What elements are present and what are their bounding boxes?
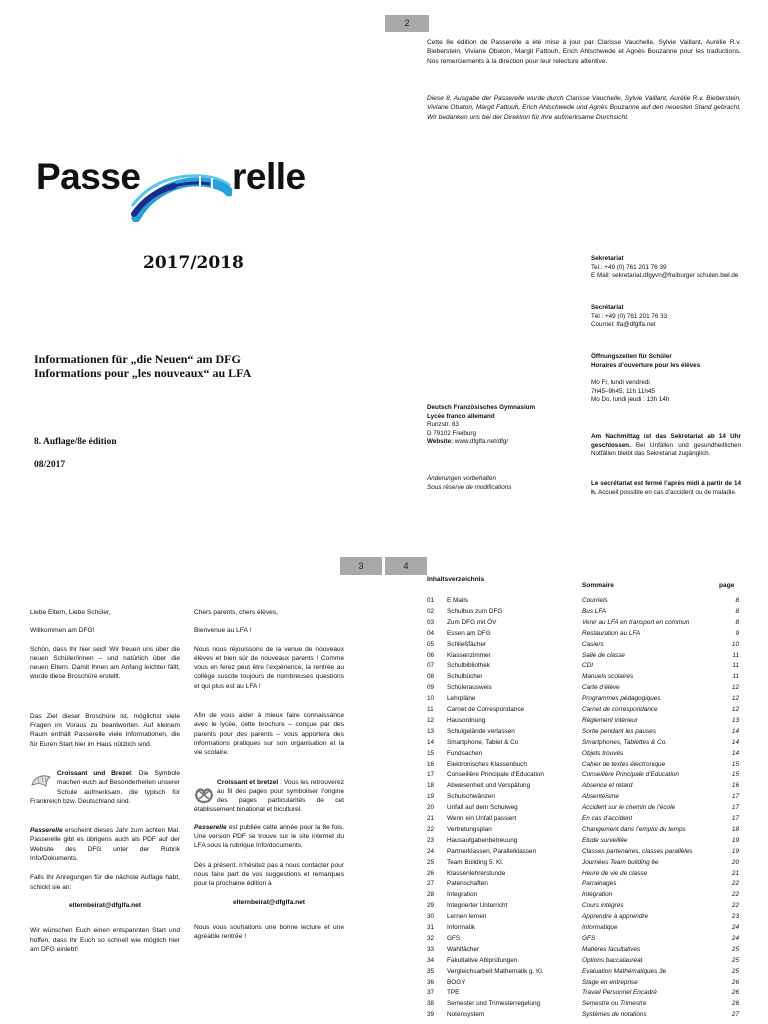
toc-title-fr-entry: Cours intégrés [582, 902, 624, 910]
passerelle-logo [36, 150, 326, 230]
toc-title-de-entry: Lehrpläne [447, 695, 476, 703]
toc-title-fr-entry: Carnet de correspondance [582, 706, 658, 713]
welcome-de-p4-bold: Passerelle [30, 827, 63, 835]
afternoon-fr-rest: Accueil possible en cas d’accident ou de maladie. [596, 488, 737, 496]
toc-page-number: 17 [731, 804, 739, 812]
toc-page-number: 19 [731, 847, 739, 855]
afternoon-fr-text [591, 480, 741, 497]
toc-row[interactable] [427, 858, 747, 868]
toc-number: 26 [427, 869, 435, 877]
toc-number: 06 [427, 651, 435, 659]
toc-page-number: 22 [731, 880, 739, 888]
welcome-fr-symbols [194, 778, 344, 815]
toc-row[interactable] [427, 912, 747, 922]
toc-title-de-entry: Partnerklassen, Parallelklassen [447, 847, 537, 855]
toc-title-de-entry: Schulbus zum DFG [447, 607, 503, 615]
welcome-de-column [30, 608, 180, 954]
secretariat-de-email: E Mail: sekretariat.dfgyvn@freiburger schulen.bwl.de [591, 272, 739, 280]
toc-title-de-entry: Schulbibliothek [447, 662, 490, 670]
welcome-de-p3-bold: Croissant und Brezel [57, 769, 131, 777]
toc-title-fr-entry: Cahier de textes électronique [582, 760, 666, 768]
toc-title-de-entry: Informatik [447, 924, 476, 931]
toc-title-fr-entry: En cas d’accident [582, 815, 633, 822]
toc-title-fr-entry: Courriels [582, 597, 608, 604]
school-name-de: Deutsch Französisches Gymnasium [427, 404, 536, 411]
toc-page-number: 12 [731, 706, 739, 713]
toc-row[interactable] [427, 770, 747, 780]
toc-number: 16 [427, 760, 435, 768]
toc-title-de: Inhaltsverzeichnis [427, 576, 485, 583]
page-number-2: 2 [385, 15, 429, 32]
toc-title-fr-entry: Absentéisme [582, 793, 619, 801]
toc-page-number: 11 [732, 673, 739, 681]
welcome-fr-column [194, 608, 344, 941]
toc-title-fr-entry: Restauration au LFA [582, 629, 641, 637]
toc-title-fr-entry: Informatique [582, 924, 618, 931]
toc-page-number: 8 [735, 607, 739, 615]
toc-page-number: 25 [731, 967, 739, 975]
toc-number: 07 [427, 662, 435, 670]
info-title-fr: Informations pour „les nouveaux“ au LFA [34, 366, 252, 380]
toc-row[interactable] [427, 934, 747, 944]
toc-row[interactable] [427, 749, 747, 759]
toc-number: 11 [427, 706, 434, 713]
toc-title-fr-entry: Parrainages [582, 880, 617, 888]
toc-page-number: 22 [731, 891, 739, 899]
secretariat-de-title: Sekretariat [591, 255, 624, 262]
welcome-de-p5: Falls Ihr Anregungen für die nächste Auflage habt, schickt sie an: [30, 874, 180, 891]
afternoon-de-bold: Am Nachmittag ist das Sekretariat ab 14 Uhr geschlossen. [591, 433, 741, 449]
toc-title-fr-entry: Changement dans l’emploi du temps [582, 825, 686, 833]
credits-de-text: Diese 8. Ausgabe der Passerelle wurde durch Clarisse Vauchelle, Sylvie Vaillant, Aurélie R.v. Bieberstein, Viviane Obaton, Margit Fattouh, Erich Ahlschwede und Agnès Bouzanne auf den neuesten Stand gebracht. Wir bedanken uns bei der Direktion für ihre aufmerksame Durchsicht. [427, 95, 741, 121]
toc-number: 05 [427, 640, 435, 648]
toc-title-fr-entry: Semestre ou Trimestre [582, 1000, 647, 1008]
toc-row[interactable] [427, 727, 747, 737]
toc-row[interactable] [427, 738, 747, 748]
toc-row[interactable] [427, 760, 747, 770]
toc-page-number: 21 [731, 869, 739, 877]
toc-number: 34 [427, 956, 435, 964]
toc-title-de-entry: Elektronisches Klassenbuch [447, 760, 527, 768]
toc-page-number: 25 [731, 956, 739, 964]
secretariat-de-tel: Tel.: +49 (0) 761 201 76 39 [591, 263, 667, 271]
toc-title-de-entry: Zum DFG mit ÖV [447, 618, 497, 626]
toc-title-de-entry: BOGY [447, 978, 466, 986]
credits-fr-text: Cette 8e édition de Passerelle a été mise à jour par Clarisse Vauchelle, Sylvie Vaillant, Aurélie R.v. Bieberstein, Viviane Obaton, Margit Fattouh, Erich Ahlschwede et Agnès Bouzanne pour les traductions. Nos remerciements à la direction pour leur relecture attentive. [427, 39, 741, 65]
welcome-de-p3-text: : Die Symbole machen euch auf Besonderheiten unserer Schule aufmerksam, die typisch für Frankreich bzw. Deutschland sind. [30, 769, 180, 805]
toc-page-number: 19 [731, 836, 739, 844]
toc-title-fr-entry: Bus LFA [582, 607, 607, 615]
toc-number: 35 [427, 967, 435, 975]
toc-number: 14 [427, 738, 435, 746]
website-link[interactable]: www.dfglfa.net/dfg/ [454, 438, 509, 446]
publication-date: 08/2017 [34, 460, 66, 470]
toc-title-fr-entry: Heure de vie de classe [582, 869, 648, 877]
toc-title-de-entry: Semester und Trimesterregelung [447, 1000, 541, 1008]
welcome-de-welcome: Willkommen am DFG! [30, 627, 95, 635]
pretzel-icon [194, 786, 214, 804]
toc-title-de-entry: GFS [447, 934, 461, 942]
afternoon-fr [591, 480, 741, 497]
toc-page-number: 14 [731, 749, 739, 757]
welcome-de-email[interactable]: elternbeirat@dfglfa.net [68, 901, 141, 909]
toc-title-de-entry: Wahlfächer [447, 945, 480, 953]
welcome-fr-p3 [194, 778, 344, 815]
toc-number: 13 [427, 727, 435, 735]
toc-page-number: 17 [731, 793, 739, 801]
toc-title-de-entry: Schulschwänzen [447, 793, 495, 801]
welcome-fr-p5: Dès à présent, n’hésitez pas à nous contacter pour nous faire part de vos suggestions et remarques pour la prochaine édition à [194, 861, 344, 888]
secretariat-fr [591, 304, 741, 330]
toc-number: 09 [427, 684, 435, 692]
toc-title-de-entry: Schließfächer [447, 640, 487, 648]
toc-number: 24 [427, 847, 435, 855]
toc-row[interactable] [427, 640, 747, 650]
toc-title-fr-entry: Venir au LFA en transport en commun [582, 618, 690, 626]
secretariat-fr-tel: Tél : +49 (0) 761 201 76 33 [591, 312, 668, 320]
secretariat-fr-email: Courriel: lfa@dfglfa.net [591, 321, 656, 329]
edition: 8. Auflage/8e édition [34, 437, 117, 447]
toc-number: 04 [427, 629, 435, 637]
toc-number: 39 [427, 1011, 435, 1019]
toc-page-number: 17 [731, 815, 739, 822]
credits-fr [427, 38, 741, 66]
toc-title-fr-entry: Carte d’élève [582, 684, 620, 692]
toc-row[interactable] [427, 869, 747, 879]
table-of-contents [427, 576, 747, 1024]
toc-row[interactable] [427, 901, 747, 911]
toc-page-number: 18 [731, 825, 739, 833]
toc-number: 32 [427, 934, 435, 942]
toc-title-de-entry: Notensystem [447, 1011, 485, 1019]
toc-title-fr-entry: Absence et retard [582, 782, 633, 790]
toc-row[interactable] [427, 683, 747, 693]
toc-title-de-entry: Lernen lernen [447, 913, 487, 921]
toc-row[interactable] [427, 651, 747, 661]
toc-number: 17 [427, 771, 435, 779]
toc-page-number: 11 [732, 662, 739, 670]
toc-page-number: 24 [731, 934, 739, 942]
toc-title-fr-entry: Intégration [582, 891, 613, 899]
toc-title-fr-entry: Manuels scolaires [582, 673, 634, 681]
toc-number: 33 [427, 945, 435, 953]
toc-number: 29 [427, 902, 435, 910]
toc-row[interactable] [427, 847, 747, 857]
toc-title-de-entry: Fundsachen [447, 749, 483, 757]
welcome-de-closing: Wir wünschen Euch einen entspannten Start und hoffen, dass Ihr Euch so schnell wie möglich hier am DFG einlebt! [30, 927, 180, 953]
toc-page-number: 20 [731, 858, 739, 866]
toc-number: 08 [427, 673, 435, 681]
welcome-fr-welcome: Bienvenue au LFA ! [194, 627, 252, 635]
toc-title-fr-entry: Apprendre à apprendre [582, 913, 649, 921]
toc-page-number: 24 [731, 924, 739, 931]
welcome-de-p4-text: erscheint dieses Jahr zum achten Mal. Passerelle gibt es übrigens auch als PDF auf der Website des DFG unter der Rubrik Info/Dokuments. [30, 827, 180, 863]
hours-line3: Mo Do, lundi jeudi : 13h 14h [591, 396, 670, 404]
school-website-line [427, 438, 587, 447]
toc-title-fr-entry: Systèmes de notations [582, 1011, 647, 1019]
toc-row[interactable] [427, 988, 747, 998]
welcome-fr-p2: Afin de vous aider à mieux faire connaissance avec le lycée, cette brochure – conçue par des parents pour des parents – vous apportera des informations pratiques sur son organisation et la vie scolaire. [194, 712, 344, 757]
toc-row[interactable] [427, 694, 747, 704]
toc-row[interactable] [427, 1010, 747, 1020]
logo-word-right: relle [232, 156, 306, 197]
welcome-fr-p3-text: : Vous les retrouverez au fil des pages pour symboliser l’origine des pages particularités de cet établissement binational et biculturel. [194, 778, 344, 814]
welcome-fr-p1: Nous nous réjouissons de la venue de nouveaux élèves et bien sûr de nouveaux parents ! Comme vous en ferez peut être l’expérience, la rentrée au collège suscite toujours de nombreuses questions et qui plus est au LFA ! [194, 645, 344, 690]
toc-number: 19 [427, 793, 435, 801]
toc-row[interactable] [427, 967, 747, 977]
toc-title-fr-entry: Casiers [582, 640, 604, 648]
toc-title-de-entry: Hausordnung [447, 716, 486, 724]
school-street: Runzstr. 83 [427, 421, 459, 429]
croissant-icon [30, 773, 54, 789]
toc-title-de-entry: Conseillère Principale d’Education [447, 771, 544, 779]
toc-page-number: 16 [731, 782, 739, 790]
toc-page-number: 12 [731, 684, 739, 692]
welcome-de-symbols [30, 769, 180, 806]
secretariat-fr-title: Secrétariat [591, 304, 624, 311]
toc-title-de-entry: Wenn ein Unfall passiert [447, 815, 517, 822]
toc-title-de-entry: Schülerausweis [447, 684, 492, 692]
toc-title-fr-entry: Classes partenaires, classes parallèles [582, 847, 693, 855]
toc-row[interactable] [427, 999, 747, 1009]
toc-page-number: 13 [731, 716, 739, 724]
hours-line1: Mo Fr, lundi vendredi [591, 379, 650, 387]
bridge-icon [130, 160, 232, 222]
toc-row[interactable] [427, 825, 747, 835]
toc-row[interactable] [427, 792, 747, 802]
toc-number: 27 [427, 880, 435, 888]
toc-number: 12 [427, 716, 435, 724]
toc-title-fr-entry: GFS [582, 934, 596, 942]
toc-title-de-entry: Vertretungsplan [447, 825, 492, 833]
toc-page-number: 27 [731, 1011, 739, 1019]
toc-number: 20 [427, 804, 435, 812]
toc-title-de-entry: Klassenlehrerstunde [447, 869, 506, 877]
toc-title-fr-entry: Matières facultatives [582, 945, 641, 953]
toc-title-fr-entry: Journées Team building 6e [582, 858, 659, 866]
toc-number: 31 [427, 924, 435, 931]
hours-title-fr: Horaires d’ouverture pour les élèves [591, 361, 701, 369]
secretariat-de [591, 255, 741, 281]
toc-title-de-entry: Unfall auf dem Schulweg [447, 804, 518, 812]
toc-page-number: 14 [731, 738, 739, 746]
toc-number: 36 [427, 978, 435, 986]
hours-line2: 7h45–9h45, 11h 11h45 [591, 387, 655, 395]
toc-row[interactable] [427, 618, 747, 628]
toc-title-de-entry: Abwesenheit und Verspätung [447, 782, 531, 790]
toc-row[interactable] [427, 716, 747, 726]
toc-page-number: 14 [731, 727, 739, 735]
toc-page-number: 11 [732, 651, 739, 659]
toc-number: 21 [427, 815, 435, 822]
toc-page-number: 23 [731, 913, 739, 921]
toc-title-fr-entry: Salle de classe [582, 651, 625, 659]
toc-number: 10 [427, 695, 435, 703]
toc-row[interactable] [427, 956, 747, 966]
afternoon-de [591, 433, 741, 459]
welcome-fr-closing: Nous vous souhaitons une bonne lecture et une agréable rentrée ! [194, 923, 344, 941]
toc-number: 18 [427, 782, 435, 790]
toc-rows [427, 596, 747, 1022]
toc-page-number: 26 [731, 1000, 739, 1008]
toc-number: 37 [427, 989, 435, 997]
toc-row[interactable] [427, 661, 747, 671]
toc-title-fr-entry: CDI [582, 662, 594, 670]
toc-title-fr-entry: Programmes pédagogiques [582, 695, 661, 703]
toc-row[interactable] [427, 923, 747, 933]
toc-number: 23 [427, 836, 435, 844]
toc-number: 15 [427, 749, 435, 757]
toc-row[interactable] [427, 945, 747, 955]
welcome-de-p1: Schön, dass Ihr hier seid! Wir freuen uns über die neuen Schüler/innen – und natürlich über die neuen Eltern. Damit Ihnen am Anfang leichter fällt, wurde diese Broschüre erstellt. [30, 645, 180, 681]
toc-number: 38 [427, 1000, 435, 1008]
toc-title-fr-entry: Règlement intérieur [582, 716, 638, 724]
toc-row[interactable] [427, 672, 747, 682]
toc-title-fr-entry: Accident sur le chemin de l’école [582, 804, 676, 812]
toc-title-de-entry: Integration [447, 891, 478, 899]
page-number-4: 4 [385, 557, 427, 575]
school-year: 2017/2018 [143, 253, 244, 273]
toc-row[interactable] [427, 879, 747, 889]
toc-row[interactable] [427, 978, 747, 988]
welcome-de-p2: Das Ziel dieser Broschüre ist, möglichst viele Fragen im Voraus zu beantworten. Auf kleinem Raum enthält Passerelle viele Informationen, die für Euren Start hier im Haus nützlich sind. [30, 712, 180, 748]
welcome-fr-p4-text: est publiée cette année pour la 8e fois. Une version PDF se trouve sur le site internet du LFA sous la rubrique Info/documents. [194, 823, 344, 850]
toc-title-de-entry: Carnet de Correspondance [447, 706, 525, 713]
toc-title-de-entry: Fakultative Abiprüfungen [447, 956, 518, 964]
toc-row[interactable] [427, 890, 747, 900]
changes-note [427, 475, 587, 492]
toc-number: 02 [427, 607, 435, 615]
toc-title-de-entry: TPE [447, 989, 460, 997]
hours-title-de: Öffnungszeiten für Schüler [591, 353, 672, 360]
welcome-fr-greeting: Chers parents, chers élèves, [194, 609, 278, 616]
toc-page-number: 26 [731, 978, 739, 986]
toc-title-fr-entry: Options baccalauréat [582, 956, 643, 964]
toc-page-number: 15 [731, 760, 739, 768]
toc-number: 30 [427, 913, 435, 921]
toc-page-number: 12 [731, 695, 739, 703]
school-name-fr: Lycée franco allemand [427, 412, 495, 420]
toc-number: 22 [427, 825, 435, 833]
opening-hours [591, 353, 741, 405]
toc-row[interactable] [427, 705, 747, 715]
toc-page-number: 26 [731, 989, 739, 997]
toc-row[interactable] [427, 596, 747, 606]
welcome-de-p4 [30, 826, 180, 863]
toc-title-fr-entry: Evaluation Mathématiques 3e [582, 967, 667, 975]
toc-page-number: 25 [731, 945, 739, 953]
toc-title-de-entry: Klassenzimmer [447, 651, 491, 659]
toc-row[interactable] [427, 814, 747, 824]
toc-row[interactable] [427, 607, 747, 617]
welcome-fr-p4-bold: Passerelle [194, 823, 227, 831]
afternoon-fr-bold: Le secrétariat est fermé l’après midi à partir de 14 h. [591, 480, 741, 496]
info-title-de: Informationen für „die Neuen“ am DFG [34, 352, 241, 366]
changes-de: Änderungen vorbehalten [427, 475, 496, 482]
toc-number: 01 [427, 597, 435, 604]
toc-number: 25 [427, 858, 435, 866]
toc-title-de-entry: Hausaufgabenbetreuung [447, 836, 518, 844]
toc-title-de-entry: Team Building 5. Kl. [447, 858, 504, 866]
toc-page-number: 8 [735, 597, 739, 604]
toc-number: 03 [427, 618, 435, 626]
toc-row[interactable] [427, 803, 747, 813]
toc-row[interactable] [427, 781, 747, 791]
toc-number: 28 [427, 891, 435, 899]
toc-title-fr-entry: Smartphones, Tablettes & Co. [582, 738, 668, 746]
welcome-fr-p3-bold: Croissant et bretzel [217, 778, 279, 786]
toc-page-number: 15 [731, 771, 739, 779]
logo-word-left: Passe [36, 156, 141, 197]
school-address [427, 404, 587, 447]
toc-title-de-entry: Integrierter Unterricht [447, 902, 508, 910]
toc-title-fr-entry: Etude surveillée [582, 836, 628, 844]
toc-title-fr-entry: Travail Personnel Encadré [582, 989, 657, 997]
page-number-3: 3 [340, 557, 382, 575]
toc-title-de-entry: Schulgelände verlassen [447, 727, 515, 735]
toc-title-fr-entry: Stage en entreprise [582, 978, 638, 986]
welcome-fr-p4 [194, 823, 344, 851]
website-label: Website: [427, 438, 454, 446]
toc-title-de-entry: Essen am DFG [447, 629, 491, 637]
toc-title-de-entry: Smartphone, Tablet & Co [447, 738, 519, 746]
welcome-fr-email[interactable]: elternbeirat@dfglfa.net [232, 898, 305, 906]
toc-page-number: 10 [731, 640, 739, 648]
toc-title-fr-entry: Objets trouvés [582, 749, 624, 757]
toc-title-fr: Sommaire [582, 582, 614, 589]
toc-row[interactable] [427, 836, 747, 846]
toc-title-fr-entry: Sortie pendant les pauses [582, 727, 656, 735]
toc-page-number: 9 [735, 629, 739, 637]
toc-row[interactable] [427, 629, 747, 639]
toc-page-number: 8 [735, 618, 739, 626]
credits-de [427, 94, 741, 122]
afternoon-de-text [591, 433, 741, 459]
toc-title-de-entry: Patenschaften [447, 880, 488, 888]
afternoon-de-rest: Bei Unfällen und gesundheitlichen Notfällen bleibt das Sekretariat zugänglich. [591, 441, 741, 458]
toc-title-de-entry: Schulbücher [447, 673, 483, 681]
toc-title-de-entry: E Mails [447, 597, 468, 604]
toc-title-fr-entry: Conseillère Principale d’Education [582, 771, 679, 779]
toc-title-page: page [719, 582, 735, 589]
school-city: D 79102 Freiburg [427, 429, 477, 437]
welcome-de-greeting: Liebe Eltern, Liebe Schüler, [30, 609, 111, 616]
toc-title-de-entry: Vergleichsarbeit Mathematik g. Kl. [447, 967, 544, 975]
toc-page-number: 22 [731, 902, 739, 910]
changes-fr: Sous réserve de modifications [427, 483, 512, 491]
